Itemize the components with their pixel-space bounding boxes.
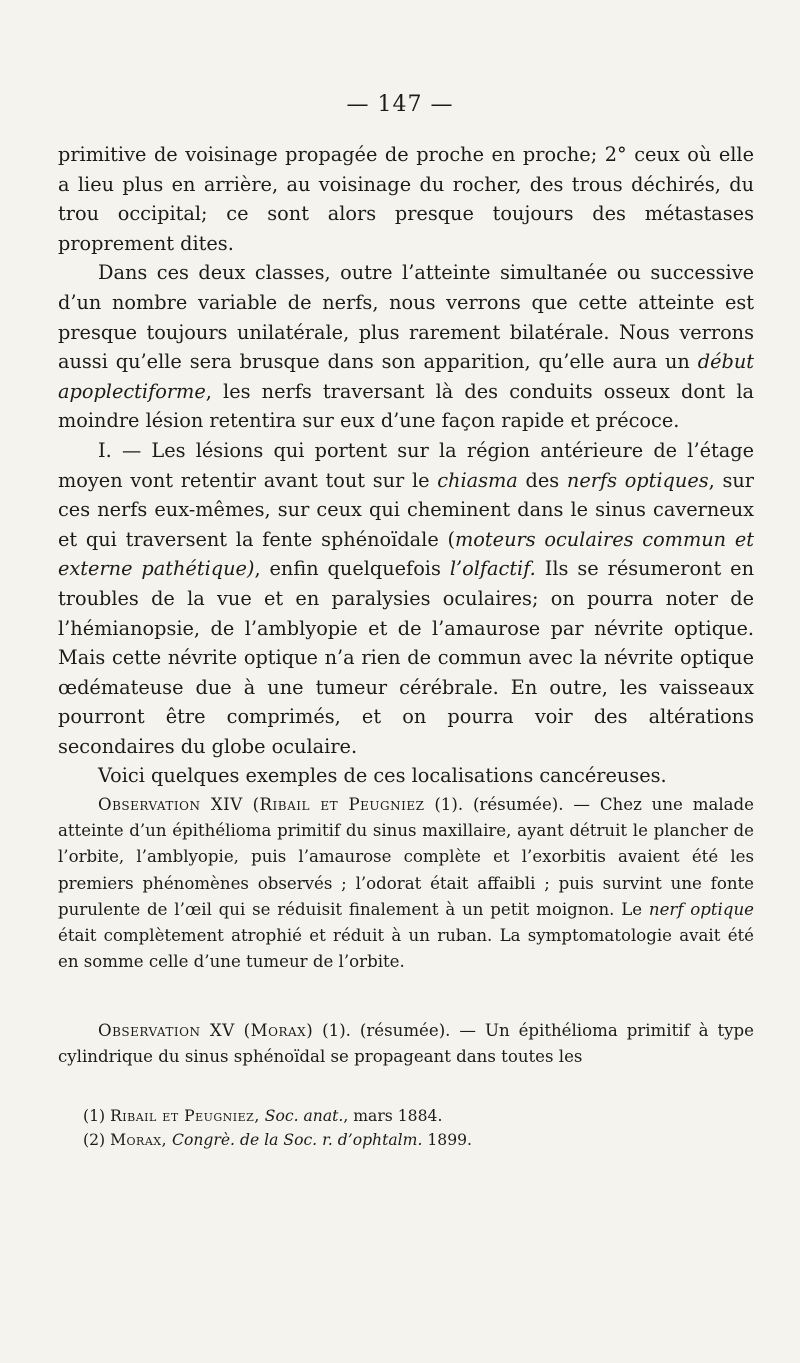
main-text: [58, 140, 754, 791]
paragraph-4: Voici quelques exemples de ces localisations cancéreuses.: [98, 764, 667, 788]
paragraph-2: Dans ces deux classes, outre l’atteinte simultanée ou successive d’un nombre variable de nerfs, nous verrons que cette atteinte est presque toujours unilatérale, plus rarement bilatérale. Nous verrons aussi qu’elle sera brusque dans son apparition, qu’elle aura un début apoplectiforme, les nerfs traversant là des conduits osseux dont la moindre lésion retentira sur eux d’une façon rapide et précoce.: [58, 261, 754, 433]
observation-label: Observation XIV: [98, 795, 243, 814]
observation-14: Observation XIV (Ribail et Peugniez (1). (résumée). — Chez une malade atteinte d’un épithélioma primitif du sinus maxillaire, ayant détruit le plancher de l’orbite, l’amblyopie, puis l’amaurose complète et l’exorbitis avaient été les premiers phénomènes observés ; l’odorat était affaibli ; puis survint une fonte purulente de l’œil qui se réduisit finalement à un petit moignon. Le nerf optique était complètement atrophié et réduit à un ruban. La symptomatologie avait été en somme celle d’une tumeur de l’orbite.: [58, 795, 755, 972]
paragraph-3: I. — Les lésions qui portent sur la région antérieure de l’étage moyen vont retentir avant tout sur le chiasma des nerfs optiques, sur ces nerfs eux-mêmes, sur ceux qui cheminent dans le sinus caverneux et qui traversent la fente sphénoïdale (moteurs oculaires commun et externe pathétique), enfin quelquefois l’olfactif. Ils se résumeront en troubles de la vue et en paralysies oculaires; on pourra noter de l’hémianopsie, de l’amblyopie et de l’amaurose par névrite optique. Mais cette névrite optique n’a rien de commun avec la névrite optique œdémateuse due à une tumeur cérébrale. En outre, les vaisseaux pourront être comprimés, et on pourra voir des altérations secondaires du globe oculaire.: [58, 438, 754, 758]
italic-term: début apoplectiforme: [58, 350, 754, 403]
observation-15: Observation XV (Morax) (1). (résumée). — Un épithélioma primitif à type cylindrique du sinus sphénoïdal se propageant dans toutes les: [58, 1021, 754, 1067]
footnotes: [58, 1104, 754, 1152]
footnote-2: (2) Morax, Congrè. de la Soc. r. d’ophtalm. 1899.: [83, 1131, 473, 1149]
observation-label: Observation XV: [98, 1021, 235, 1040]
footnote-1: (1) Ribail et Peugniez, Soc. anat., mars 1884.: [83, 1107, 443, 1125]
paragraph-1: primitive de voisinage propagée de proche en proche; 2° ceux où elle a lieu plus en arrière, au voisinage du rocher, des trous déchirés, du trou occipital; ce sont alors presque toujours des métastases proprement dites.: [58, 143, 754, 255]
page-number: — 147 —: [346, 92, 454, 117]
